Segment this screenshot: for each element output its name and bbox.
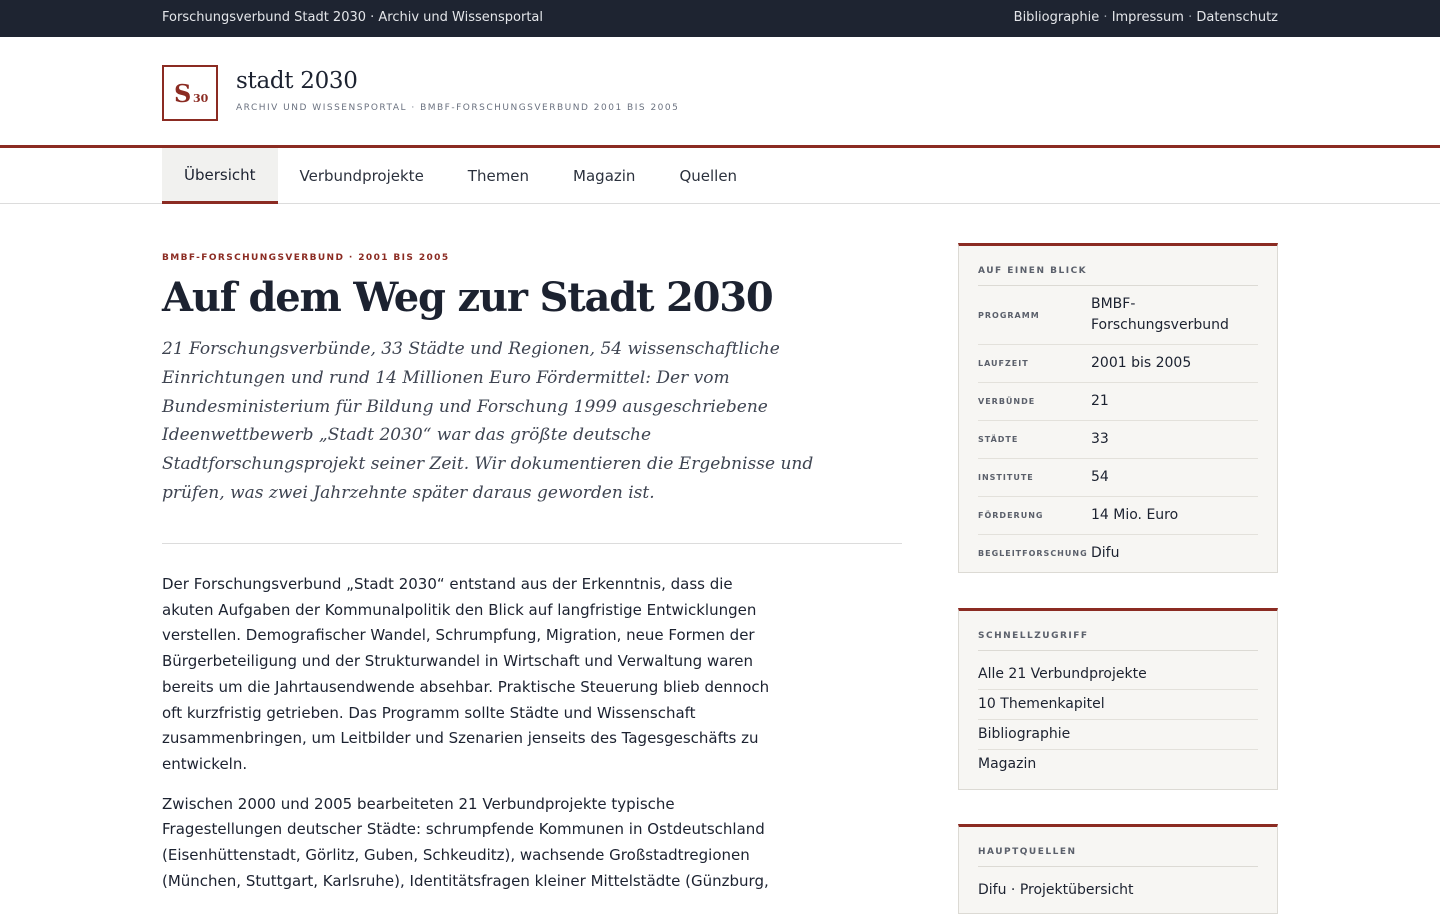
fact-label: PROGRAMM [978, 310, 1040, 320]
top-link-separator: · [1099, 10, 1112, 25]
fact-row [978, 286, 1258, 345]
nav-tab-themen[interactable]: Themen [467, 167, 530, 185]
source-link-difu[interactable]: Difu · Projektübersicht [978, 882, 1134, 898]
logo-number: 30 [193, 92, 209, 105]
article-paragraph: Der Forschungsverbund „Stadt 2030“ entstand aus der Erkenntnis, dass die akuten Aufgaben der Kommunalpolitik den Blick auf langfristige Entwicklungen verstellen. Demografischer Wandel, Schrumpfung, Migration, neue Formen der Bürgerbeteiligung und der Strukturwandel in Wirtschaft und Verwaltung waren bereits um die Jahrtausendwende absehbar. Praktische Steuerung blieb dennoch oft kurzfristig getrieben. Das Programm sollte Städte und Wissenschaft zusammenbringen, um Leitbilder und Szenarien jenseits des Tagesgeschäfts zu entwickeln. [162, 575, 770, 773]
article-lede: 21 Forschungsverbünde, 33 Städte und Regionen, 54 wissenschaftliche Einrichtungen und rund 14 Millionen Euro Fördermittel: Der vom Bundesministerium für Bildung und Forschung 1999 ausgeschriebene Ideenwettbewerb „Stadt 2030“ war das größte deutsche Stadtforschungsprojekt seiner Zeit. Wir dokumentieren die Ergebnisse und prüfen, was zwei Jahrzehnte später daraus geworden ist. [162, 339, 814, 503]
fact-value: 21 [1091, 393, 1109, 409]
fact-label: BEGLEITFORSCHUNG [978, 549, 1088, 558]
site-title[interactable]: stadt 2030 [236, 68, 358, 94]
article-kicker: BMBF-FORSCHUNGSVERBUND · 2001 BIS 2005 [162, 253, 450, 263]
quick-link-themenkapitel[interactable]: 10 Themenkapitel [978, 690, 1258, 720]
quick-link-magazin[interactable]: Magazin [978, 756, 1037, 772]
top-link-bibliographie[interactable]: Bibliographie [1013, 10, 1100, 25]
fact-label: STÄDTE [978, 435, 1019, 444]
site-logo[interactable] [162, 65, 218, 121]
quick-access-title: SCHNELLZUGRIFF [978, 611, 1258, 651]
site-header [0, 37, 1440, 145]
top-bar-site-label: Forschungsverbund Stadt 2030 · Archiv und Wissensportal [162, 10, 544, 25]
top-link-separator: · [1183, 10, 1197, 25]
sources-card-title: HAUPTQUELLEN [978, 827, 1258, 867]
fact-value: 2001 bis 2005 [1091, 355, 1192, 371]
top-bar [0, 0, 1440, 37]
quick-link-bibliographie[interactable]: Bibliographie [978, 720, 1258, 750]
facts-card [958, 243, 1278, 573]
fact-row [978, 383, 1258, 421]
fact-label: FÖRDERUNG [978, 511, 1044, 520]
fact-value: 14 Mio. Euro [1091, 507, 1179, 523]
page-title: Auf dem Weg zur Stadt 2030 [162, 274, 773, 321]
fact-value: BMBF-Forschungsverbund [1091, 296, 1229, 333]
nav-tab-verbundprojekte[interactable]: Verbundprojekte [299, 167, 424, 185]
nav-tab-uebersicht[interactable]: Übersicht [162, 148, 278, 204]
fact-row [978, 459, 1258, 497]
quick-link-verbundprojekte[interactable]: Alle 21 Verbundprojekte [978, 660, 1258, 690]
article-paragraph: Zwischen 2000 und 2005 bearbeiteten 21 Verbundprojekte typische Fragestellungen deutscher Städte: schrumpfende Kommunen in Ostdeutschland (Eisenhüttenstadt, Görlitz, Guben, Schkeuditz), wachsende Großstadtregionen (München, Stuttgart, Karlsruhe), Identitätsfragen kleiner Mittelstädte (Günzburg, [162, 794, 769, 890]
fact-label: VERBÜNDE [978, 397, 1036, 406]
top-link-impressum[interactable]: Impressum [1111, 10, 1184, 25]
sources-card [958, 824, 1278, 914]
nav-tab-magazin[interactable]: Magazin [573, 167, 636, 185]
fact-row [978, 345, 1258, 383]
quick-access-card [958, 608, 1278, 790]
fact-row [978, 497, 1258, 535]
top-link-datenschutz[interactable]: Datenschutz [1196, 10, 1278, 25]
fact-label: LAUFZEIT [978, 359, 1029, 368]
facts-card-title: AUF EINEN BLICK [978, 246, 1258, 286]
fact-row [978, 421, 1258, 459]
fact-value: Difu [1091, 545, 1120, 561]
main-nav [0, 148, 1440, 204]
fact-row [978, 535, 1258, 572]
article-body [162, 572, 774, 908]
article-divider [162, 543, 902, 544]
nav-tab-quellen[interactable]: Quellen [679, 167, 738, 185]
fact-value: 54 [1091, 469, 1109, 485]
logo-letter: S [174, 79, 192, 108]
fact-label: INSTITUTE [978, 473, 1034, 482]
top-bar-links [1014, 10, 1278, 25]
site-subtitle: ARCHIV UND WISSENSPORTAL · BMBF-FORSCHUNGSVERBUND 2001 BIS 2005 [236, 103, 680, 113]
fact-value: 33 [1091, 431, 1109, 447]
